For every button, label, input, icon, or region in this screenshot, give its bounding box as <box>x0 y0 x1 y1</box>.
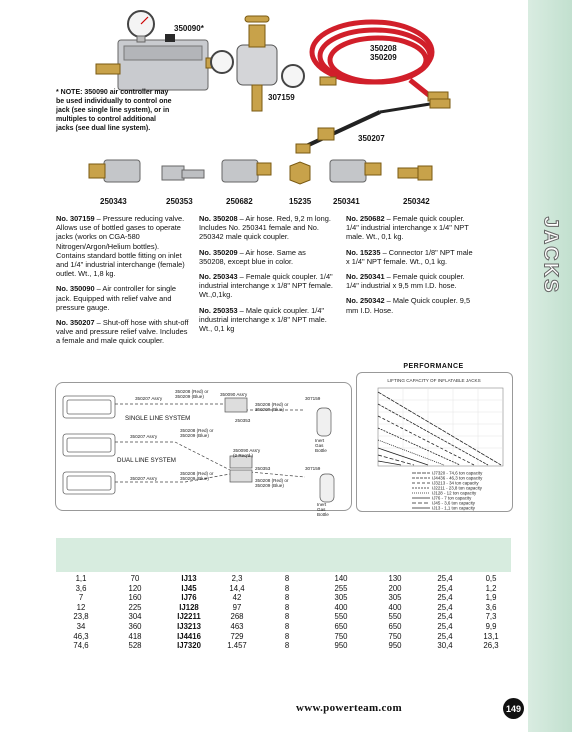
legend-entry: IJ76 - 7 ton capacity <box>432 495 472 501</box>
description-column-3 <box>346 214 478 321</box>
coupler-label: 250353 <box>166 197 193 206</box>
hose-code: 350208 350209 <box>370 44 397 62</box>
legend-entry: IJ45 - 3,6 ton capacity <box>432 500 475 506</box>
table-row: 23,8 304 IJ2211 268 8 550 550 25,4 7,3 <box>73 612 497 622</box>
legend-entry: IJ128 - 12 ton capacity <box>432 490 477 496</box>
website-link[interactable]: www.powerteam.com <box>296 702 402 714</box>
diagram-label: 250353 <box>255 466 271 471</box>
coupler-250342-image <box>398 166 432 180</box>
section-title: JACKS <box>539 216 562 294</box>
system-diagram <box>55 382 352 518</box>
coupler-250682-image <box>222 160 271 182</box>
controller-code: 350090* <box>174 24 204 33</box>
diagram-label: 350090 Ass'y <box>220 392 248 397</box>
chart-legend <box>412 471 483 511</box>
description-column-2 <box>199 214 334 339</box>
diagram-label: Inert Gas Bottle <box>315 438 327 454</box>
legend-entry: IJ4436 - 46,3 ton capacity <box>432 475 483 481</box>
coupler-250343-image <box>89 160 140 182</box>
dual-line-title: DUAL LINE SYSTEM <box>117 457 176 464</box>
diagram-label: 350090 Ass'y (2 Req'd.) <box>233 448 261 459</box>
description-paragraph: No. 350090 – Air controller for single jack. Equipped with relief valve and pressure gauge. <box>56 284 176 312</box>
air-controller-image <box>96 11 228 90</box>
description-paragraph: No. 307159 – Pressure reducing valve. Allows use of bottled gases to operate jacks (works on CGA-580 Nitrogen/Argon/Helium bottles). Contains standard bottle fitting on inlet and 1/4" industrial interchange (female) outlet. Wt., 1,8 kg. <box>56 214 185 279</box>
coupler-label: 250342 <box>403 197 430 206</box>
diagram-label: 350208 (Red) or 350209 (Blue) <box>255 478 289 489</box>
diagram-label: 307159 <box>305 396 321 401</box>
page-number: 149 <box>503 698 524 719</box>
legend-entry: IJ13 - 1,1 ton capacity <box>432 505 475 511</box>
description-paragraph: No. 350208 – Air hose. Red, 9,2 m long. Includes No. 250341 female and No. 250342 male quick coupler. <box>199 214 331 242</box>
single-line-title: SINGLE LINE SYSTEM <box>125 415 191 422</box>
table-header <box>56 538 511 572</box>
coupler-label: 250341 <box>333 197 360 206</box>
table-row: 74,6 528 IJ7320 1.457 8 950 950 30,4 26,3 <box>73 641 499 651</box>
connector-15235-image <box>290 162 310 184</box>
diagram-label: 307159 <box>305 466 321 471</box>
spec-table <box>56 574 511 651</box>
jack-icon <box>63 396 115 494</box>
diagram-label: 350208 (Red) or 350209 (Blue) <box>180 428 214 439</box>
gas-bottle-icon <box>317 408 334 502</box>
shut-off-hose-image <box>296 99 450 153</box>
description-paragraph: No. 15235 – Connector 1/8" NPT male x 1/4" NPT female. Wt., 0,1 kg. <box>346 247 473 266</box>
chart-title: LIFTING CAPACITY OF INFLATABLE JACKS <box>387 378 481 383</box>
performance-title: PERFORMANCE <box>403 363 464 370</box>
description-paragraph: No. 250341 – Female quick coupler. 1/4" industrial x 9,5 mm I.D. hose. <box>346 272 465 291</box>
table-row: 7 160 IJ76 42 8 305 305 25,4 1,9 <box>78 593 497 603</box>
controller-note: * NOTE: 350090 air controller may be used individually to control one jack (see single line system), or in multiples to control additional jacks (see dual line system). <box>56 89 172 132</box>
valve-code: 350207 <box>358 134 385 143</box>
description-paragraph: No. 350209 – Air hose. Same as 350208, except blue in color. <box>199 247 306 266</box>
description-column-1 <box>56 214 190 352</box>
coupler-label: 250343 <box>100 197 127 206</box>
performance-chart <box>356 372 513 512</box>
diagram-label: 350208 (Red) or 350209 (Blue) <box>180 471 214 482</box>
diagram-label: 250353 <box>235 418 251 423</box>
description-paragraph: No. 250342 – Male Quick coupler. 9,5 mm I.D. Hose. <box>346 296 471 315</box>
coupler-250353-image <box>162 166 204 180</box>
table-row: 46,3 418 IJ4416 729 8 750 750 25,4 13,1 <box>73 631 499 641</box>
diagram-label: 350208 (Red) or 350209 (Blue) <box>175 389 209 400</box>
description-paragraph: No. 350207 – Shut-off hose with shut-off valve and pressure relief valve. Includes a female and male quick coupler. <box>56 318 189 346</box>
table-row: 3,6 120 IJ45 14,4 8 255 200 25,4 1,2 <box>75 583 497 593</box>
regulator-code: 307159 <box>268 93 295 102</box>
description-paragraph: No. 250353 – Male quick coupler. 1/4" industrial interchange x 1/8" NPT male. Wt., 0,1 kg <box>199 305 327 334</box>
diagram-label: 350207 Ass'y <box>130 434 158 439</box>
legend-entry: IJ2211 - 23,8 ton capacity <box>432 485 482 491</box>
legend-entry: IJ7320 - 74,6 ton capacity <box>432 470 483 476</box>
section-tab-label <box>532 200 568 310</box>
diagram-label: 350207 Ass'y <box>135 396 163 401</box>
legend-entry: IJ3213 - 34 ton capacity <box>432 480 479 486</box>
coupler-250341-image <box>330 160 381 182</box>
table-row: 1,1 70 IJ13 2,3 8 140 130 25,4 0,5 <box>75 574 497 583</box>
diagram-label: 350207 Ass'y <box>130 476 158 481</box>
description-paragraph: No. 250682 – Female quick coupler. 1/4" industrial interchange x 1/4" NPT male. Wt., 0,1 kg. <box>346 214 469 242</box>
description-paragraph: No. 250343 – Female quick coupler. 1/4" industrial interchange x 1/8" NPT female. Wt.,0,1kg. <box>199 272 333 300</box>
diagram-label: Inert Gas Bottle <box>317 502 329 518</box>
table-row: 34 360 IJ3213 463 8 650 650 25,4 9,9 <box>76 621 497 631</box>
table-row: 12 225 IJ128 97 8 400 400 25,4 3,6 <box>76 602 497 612</box>
diagram-label: 350208 (Red) or 350209 (Blue) <box>255 402 289 413</box>
coupler-label: 250682 <box>226 197 253 206</box>
section-sidebar <box>528 0 572 732</box>
coupler-label: 15235 <box>289 197 312 206</box>
